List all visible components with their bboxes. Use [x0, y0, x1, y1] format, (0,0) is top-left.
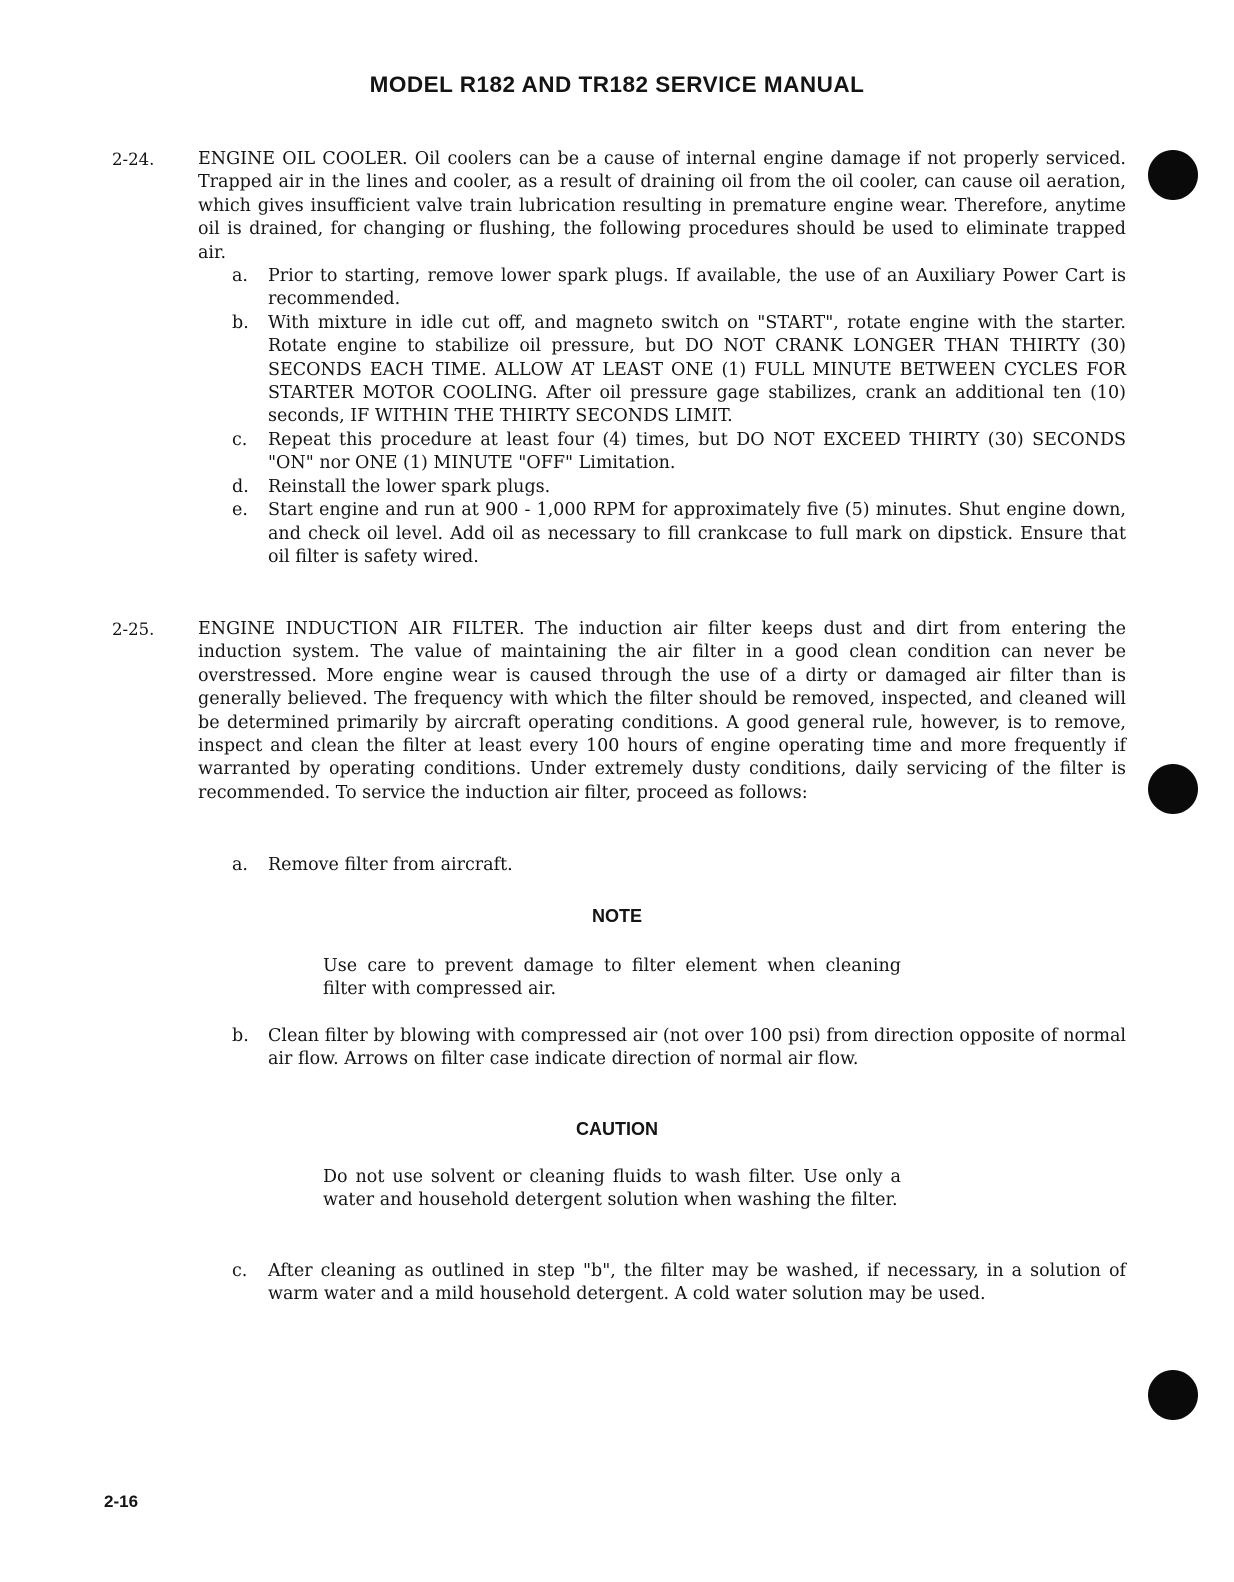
section-intro: ENGINE OIL COOLER. Oil coolers can be a cause of internal engine damage if not properly serviced. Trapped air in the lines and cooler, as a result of draining oil from the oil cooler, can cause oil aeration, which gives insufficient valve train lubrication resulting in premature engine wear. Therefore, anytime oil is drained, for changing or flushing, the following procedures should be used to eliminate trapped air.: [198, 149, 1126, 263]
section-intro: ENGINE INDUCTION AIR FILTER. The induction air filter keeps dust and dirt from entering the induction system. The value of maintaining the air filter in a good clean condition can never be overstressed. More engine wear is caused through the use of a dirty or damaged air filter than is generally believed. The frequency with which the filter should be removed, inspected, and cleaned will be determined primarily by aircraft operating conditions. A good general rule, however, is to remove, inspect and clean the filter at least every 100 hours of engine operating time and more frequently if warranted by operating conditions. Under extremely dusty conditions, daily servicing of the filter is recommended. To service the induction air filter, proceed as follows:: [198, 619, 1126, 803]
step-letter: c.: [232, 1261, 248, 1281]
step-text: Clean filter by blowing with compressed air (not over 100 psi) from direction opposite of normal air flow. Arrows on filter case indicate direction of normal air flow.: [268, 1026, 1126, 1070]
step-text: After cleaning as outlined in step "b", the filter may be washed, if necessary, in a solution of warm water and a mild household detergent. A cold water solution may be used.: [268, 1261, 1126, 1305]
step-text: Prior to starting, remove lower spark plugs. If available, the use of an Auxiliary Power Cart is recommended.: [268, 266, 1126, 310]
binder-hole-middle: [1148, 764, 1198, 814]
section-number: 2-24.: [112, 150, 155, 169]
step-b: [198, 312, 1126, 429]
step-text: Remove filter from aircraft.: [268, 855, 513, 875]
step-wash-filter: [198, 1260, 1126, 1307]
caution-text: Do not use solvent or cleaning fluids to wash filter. Use only a water and household detergent solution when washing the filter.: [323, 1167, 901, 1211]
step-letter: a.: [232, 855, 248, 875]
step-clean-filter: [198, 1025, 1126, 1072]
section-number: 2-25.: [112, 620, 155, 639]
step-letter: d.: [232, 476, 249, 497]
section-body: [198, 148, 1126, 569]
section-body: [198, 618, 1126, 805]
step-d: [198, 476, 1126, 499]
step-c: [198, 429, 1126, 476]
step-container: [198, 1025, 1126, 1072]
step-letter: b.: [232, 1026, 249, 1046]
step-container: [198, 1260, 1126, 1307]
step-text: With mixture in idle cut off, and magneto switch on "START", rotate engine with the starter. Rotate engine to stabilize oil pressure, but DO NOT CRANK LONGER THAN THIRTY (30) SECONDS EACH TIME. ALLOW AT LEAST ONE (1) FULL MINUTE BETWEEN CYCLES FOR STARTER MOTOR COOLING. After oil pressure gage stabilizes, crank an additional ten (10) seconds, IF WITHIN THE THIRTY SECONDS LIMIT.: [268, 312, 1126, 427]
step-text: Repeat this procedure at least four (4) times, but DO NOT EXCEED THIRTY (30) SECONDS "ON" nor ONE (1) MINUTE "OFF" Limitation.: [268, 429, 1126, 474]
step-letter: b.: [232, 312, 249, 333]
step-letter: c.: [232, 429, 248, 450]
binder-hole-top: [1148, 150, 1198, 200]
step-e: [198, 499, 1126, 569]
step-a: [198, 265, 1126, 312]
step-letter: e.: [232, 500, 248, 521]
step-container: [198, 854, 1126, 877]
page-number: 2-16: [104, 1492, 139, 1511]
step-letter: a.: [232, 266, 248, 287]
note-text: Use care to prevent damage to filter element when cleaning filter with compressed air.: [323, 956, 901, 1000]
step-text: Start engine and run at 900 - 1,000 RPM for approximately five (5) minutes. Shut engine down, and check oil level. Add oil as necessary to fill crankcase to full mark on dipstick. Ensure that oil filter is safety wired.: [268, 500, 1126, 567]
step-remove-filter: [198, 854, 1126, 877]
binder-hole-bottom: [1148, 1370, 1198, 1420]
note-heading: NOTE: [591, 906, 642, 926]
caution-heading: CAUTION: [576, 1119, 658, 1139]
step-text: Reinstall the lower spark plugs.: [268, 476, 551, 497]
page-title: MODEL R182 AND TR182 SERVICE MANUAL: [369, 72, 865, 97]
